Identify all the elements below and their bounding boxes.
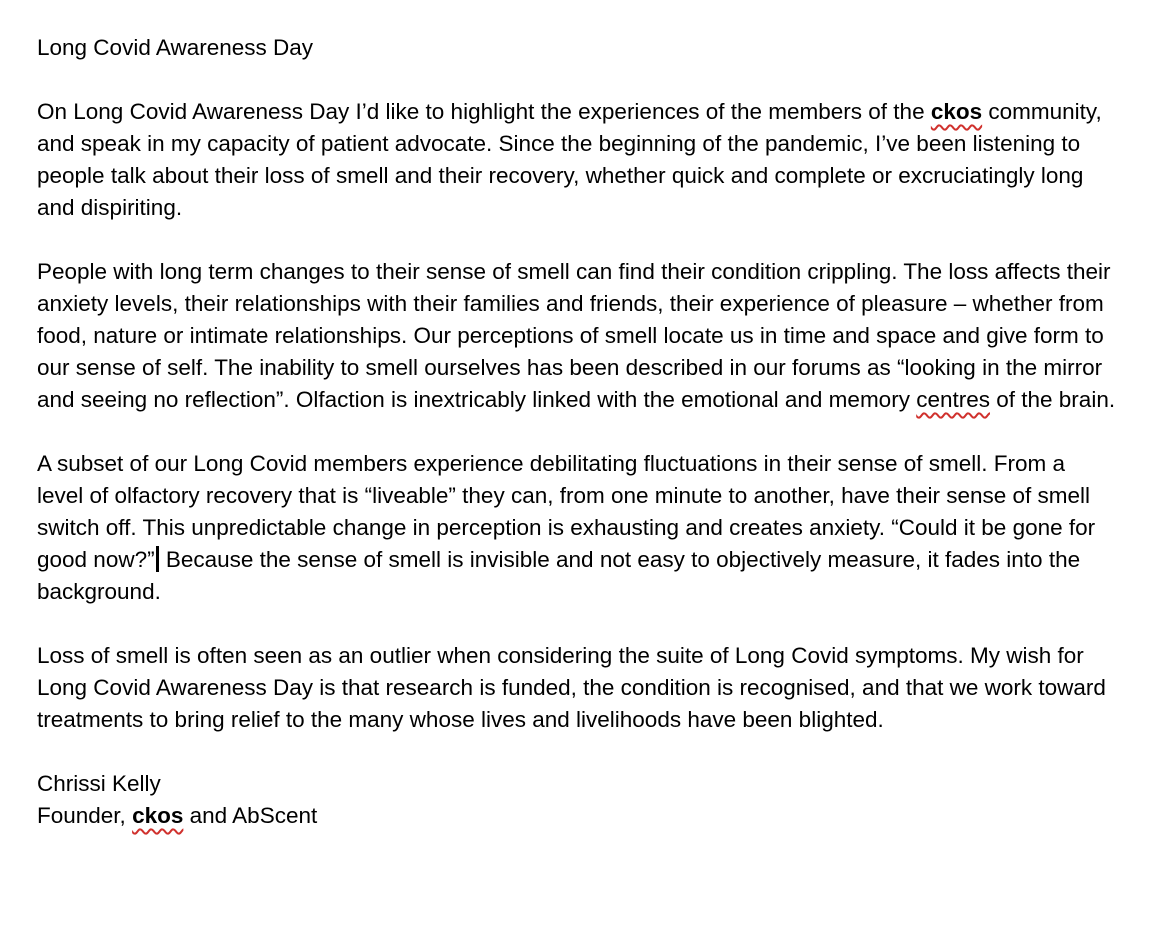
document-body[interactable] [37,32,1117,832]
misspelled-word-ckos-signature[interactable]: ckos [132,803,184,828]
signature-block [37,768,1117,832]
paragraph-3-text-a: A subset of our Long Covid members experience debilitating fluctuations in their sense of smell. From a level of olfactory recovery that is “liveable” they can, from one minute to another, have their sense of smell switch off. This unpredictable change in perception is exhausting and creates anxiety. “Could it be gone for good now?” [37,451,1096,572]
paragraph-2-text-a: People with long term changes to their sense of smell can find their condition crippling. The loss affects their anxiety levels, their relationships with their families and friends, their experience of pleasure – whether from food, nature or intimate relationships. Our perceptions of smell locate us in time and space and give form to our sense of self. The inability to smell ourselves has been described in our forums as “looking in the mirror and seeing no reflection”. Olfaction is inextricably linked with the emotional and memory [37,259,1111,412]
signature-name: Chrissi Kelly [37,771,161,796]
signature-role-prefix: Founder, [37,803,133,828]
signature-role-suffix: and AbScent [183,803,318,828]
paragraph-3 [37,448,1117,608]
document-title [37,32,1117,64]
paragraph-1-text-c: community, and speak in my capacity of patient advocate. Since the beginning of the pandemic, I’ve been listening to people talk about their loss of smell and their recovery, whether quick and complete or excruciatingly long and dispiriting. [37,99,1102,220]
misspelled-word-centres[interactable]: centres [916,387,990,412]
paragraph-1-text-a: On Long Covid Awareness Day I’d like to highlight the experiences of the members of the [37,99,931,124]
title-text: Long Covid Awareness Day [37,35,313,60]
text-cursor [156,546,159,572]
paragraph-4 [37,640,1117,736]
paragraph-2 [37,256,1117,416]
misspelled-word-ckos[interactable]: ckos [930,99,983,124]
paragraph-2-text-c: of the brain. [990,387,1116,412]
paragraph-1 [37,96,1117,224]
paragraph-4-text: Loss of smell is often seen as an outlier when considering the suite of Long Covid symptoms. My wish for Long Covid Awareness Day is that research is funded, the condition is recognised, and that we work toward treatments to bring relief to the many whose lives and livelihoods have been blighted. [37,643,1106,732]
paragraph-3-text-b: Because the sense of smell is invisible and not easy to objectively measure, it fades into the background. [37,547,1081,604]
